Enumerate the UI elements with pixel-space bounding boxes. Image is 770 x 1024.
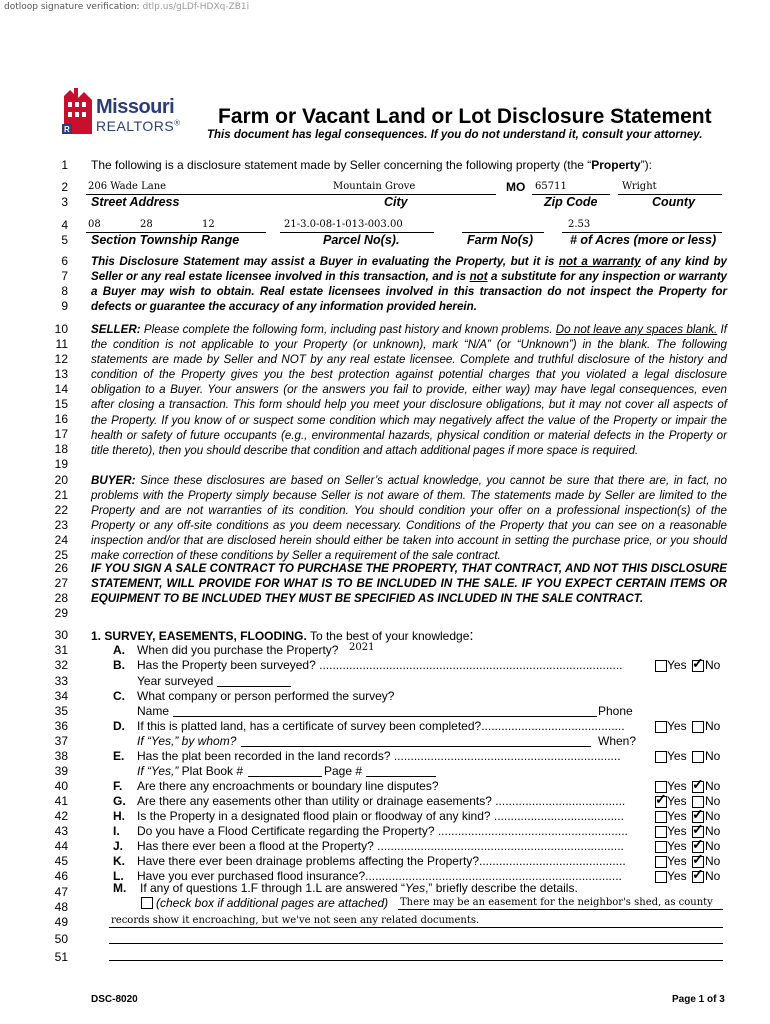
line-number: 4 [61,218,68,232]
explanation-line2[interactable]: records show it encroaching, but we've not seen any related documents. [111,915,480,926]
line-number: 15 [54,397,68,411]
line-number: 29 [54,606,68,620]
line-number: 8 [61,284,68,298]
question-f-yes-label: Yes [667,779,687,793]
line-number: 9 [61,299,68,313]
line-number: 45 [54,854,68,868]
zip-label: Zip Code [544,195,598,209]
line-number: 36 [54,719,68,733]
check-icon: ✓ [655,791,667,807]
question-j-letter: J. [113,839,124,853]
question-b-no-checkbox[interactable] [692,655,704,672]
line-number: 13 [54,367,68,381]
question-e-text: Has the plat been recorded in the land records? .................................................................... [137,749,621,763]
question-j-yes-label: Yes [667,839,687,853]
question-d-no-label: No [705,719,721,733]
line-number: 41 [54,794,68,808]
line-number: 43 [54,824,68,838]
explanation-line1[interactable]: There may be an easement for the neighbor's shed, as county [400,897,713,908]
line-number: 39 [54,764,68,778]
line-number: 51 [54,950,68,964]
question-k-letter: K. [113,854,125,868]
attach-pages-label: (check box if additional pages are attached) [156,896,389,910]
line-number: 47 [54,885,68,899]
line-number: 42 [54,809,68,823]
plat-book-label: If “Yes,” Plat Book # [137,764,244,778]
str-label: Section Township Range [91,233,240,247]
section-value[interactable]: 08 [88,219,101,230]
line-number: 5 [61,233,68,247]
question-b-letter: B. [113,658,125,672]
line-number: 28 [54,591,68,605]
line-number: 46 [54,869,68,883]
notice-paragraph: This Disclosure Statement may assist a Buyer in evaluating the Property, but it is not a warranty of any kind by Seller or any real estate licensee involved in this transaction, and is not a substitute for any inspection or warranty a Buyer may wish to obtain. Real estate licensees involved in this transaction do not inspect the Property for defects or guarantee the accuracy of any information provided herein. [91,255,728,314]
question-g-letter: G. [113,794,126,808]
question-k-text: Have there ever been drainage problems affecting the Property?............................................ [137,854,626,868]
line-number: 17 [54,427,68,441]
question-l-yes-checkbox[interactable] [655,871,667,883]
question-e-yes-checkbox[interactable] [655,751,667,763]
certificate-when-label: When? [598,734,637,748]
city-label: City [384,195,408,209]
township-value[interactable]: 28 [140,219,153,230]
line-number: 10 [54,322,68,336]
question-g-no-label: No [705,794,721,808]
question-k-yes-checkbox[interactable] [655,856,667,868]
street-label: Street Address [91,195,180,209]
question-k-yes-label: Yes [667,854,687,868]
buyer-paragraph: BUYER: Since these disclosures are based on Seller’s actual knowledge, you cannot be sure that there are, in fact, no problems with the Property simply because Seller is not aware of them. The statements made by Seller are limited to the Property and are not warranties of its condition. You should condition your offer on a professional inspection(s) of the Property or any off-site conditions as you deem necessary. Conditions of the Property that you can see on a reasonable inspection and/or that are disclosed herein should either be taken into account in setting the purchase price, or you should make correction of these conditions by Seller a requirement of the sale contract. [91,474,727,563]
line-number: 30 [54,628,68,642]
question-d-text: If this is platted land, has a certificate of survey been completed?........................................... [137,719,625,733]
question-l-yes-label: Yes [667,869,687,883]
question-i-yes-checkbox[interactable] [655,826,667,838]
check-icon: ✓ [692,866,704,882]
acres-label: # of Acres (more or less) [570,233,717,247]
question-e-no-label: No [705,749,721,763]
plat-book-line [248,776,322,777]
check-icon: ✓ [692,836,704,852]
city-value[interactable]: Mountain Grove [333,181,416,192]
purchase-year-value[interactable]: 2021 [349,642,375,653]
certificate-by-whom-label: If “Yes,” by whom? [137,734,237,748]
question-j-text: Has there ever been a flood at the Property? .......................................................................... [137,839,624,853]
year-surveyed-label: Year surveyed [137,674,214,688]
line-number: 40 [54,779,68,793]
line-number: 34 [54,689,68,703]
line-number: 22 [54,503,68,517]
question-l-letter: L. [113,869,124,883]
question-l-text: Have you ever purchased flood insurance?............................................................................. [137,869,622,883]
page-title: Farm or Vacant Land or Lot Disclosure Statement [218,105,712,128]
line-number: 24 [54,533,68,547]
farm-label: Farm No(s) [467,233,533,247]
verification-label: dotloop signature verification: [4,2,140,12]
question-i-text: Do you have a Flood Certificate regarding the Property? ......................................................... [137,824,628,838]
question-l-no-checkbox[interactable] [692,866,704,883]
question-i-yes-label: Yes [667,824,687,838]
intro-statement: The following is a disclosure statement made by Seller concerning the following property (the “Property”): [91,158,652,172]
survey-name-line [173,716,597,717]
line-number: 27 [54,576,68,590]
plat-page-label: Page # [324,764,363,778]
form-id: DSC-8020 [91,994,138,1005]
question-c-text: What company or person performed the survey? [137,689,395,703]
question-e-yes-label: Yes [667,749,687,763]
check-icon: ✓ [692,806,704,822]
explanation-underline2 [109,927,723,928]
attach-pages-checkbox[interactable] [141,897,153,909]
question-k-no-label: No [705,854,721,868]
svg-text:R: R [64,125,70,134]
question-l-no-label: No [705,869,721,883]
page-subtitle: This document has legal consequences. If you do not understand it, consult your attorney. [207,129,703,141]
line-number: 26 [54,561,68,575]
seller-paragraph: SELLER: Please complete the following form, including past history and known problems. Do not leave any spaces blank. If the condition is not applicable to your Property (or unknown), mark “N/A” (or “Unknown”) in the blank. The following statements are made by Seller and NOT by any real estate licensee. Complete and truthful disclosure of the history and condition of the Property gives you the best protection against potential charges that you violated a legal disclosure obligation to a Buyer. Your answers (or the answers you fail to provide, either way) may have legal consequences, even after closing a transaction. This form should help you meet your disclosure obligations, but it may not cover all aspects of the Property. If you know of or suspect some condition which may negatively affect the value of the Property or impair the health or safety of future occupants (e.g., environmental hazards, physical condition or material defects in the Property or title thereto), then you should describe that condition and attach additional pages if more space is required. [91,323,727,457]
question-g-yes-label: Yes [667,794,687,808]
question-b-text: Has the Property been surveyed? ........................................................................................... [137,658,623,672]
question-b-yes-checkbox[interactable] [655,660,667,672]
verification-header [4,2,249,12]
question-h-yes-label: Yes [667,809,687,823]
line-number: 20 [54,473,68,487]
contract-warning: IF YOU SIGN A SALE CONTRACT TO PURCHASE THE PROPERTY, THAT CONTRACT, AND NOT THIS DISCLOSURE STATEMENT, WILL PROVIDE FOR WHAT IS TO BE INCLUDED IN THE SALE. IF YOU EXPECT CERTAIN ITEMS OR EQUIPMENT TO BE INCLUDED THEY MUST BE SPECIFIED AS INCLUDED IN THE SALE CONTRACT. [91,562,727,606]
parcel-label: Parcel No(s). [323,233,400,247]
year-surveyed-line [217,686,291,687]
question-j-yes-checkbox[interactable] [655,841,667,853]
line-number: 19 [54,457,68,471]
question-f-letter: F. [113,779,123,793]
line-number: 7 [61,269,68,283]
line-number: 11 [55,337,68,351]
question-a-text: When did you purchase the Property? [137,643,339,657]
question-m-letter: M. [113,881,127,895]
question-g-yes-checkbox[interactable] [655,791,667,808]
page-number: Page 1 of 3 [672,994,725,1005]
question-c-letter: C. [113,689,125,703]
question-d-yes-checkbox[interactable] [655,721,667,733]
street-value[interactable]: 206 Wade Lane [88,181,167,192]
check-icon: ✓ [692,851,704,867]
section1-heading: 1. SURVEY, EASEMENTS, FLOODING. To the best of your knowledge: [91,627,474,644]
question-g-text: Are there any easements other than utility or drainage easements? ....................................... [137,794,626,808]
question-f-no-checkbox[interactable] [692,776,704,793]
line-number: 35 [54,704,68,718]
question-d-letter: D. [113,719,125,733]
plat-page-line [366,776,436,777]
line-number: 32 [54,658,68,672]
line-number: 44 [54,839,68,853]
state-value: MO [506,180,526,194]
survey-phone-label: Phone [598,704,633,718]
explanation-underline3 [109,943,723,944]
line-number: 33 [54,674,68,688]
logo-line1: Missouri [96,96,175,118]
line-number: 50 [54,932,68,946]
county-value[interactable]: Wright [622,181,657,192]
county-label: County [652,195,696,209]
line-number: 49 [54,915,68,929]
line-number: 1 [61,158,68,172]
line-number: 31 [54,643,68,657]
question-e-letter: E. [113,749,125,763]
question-d-yes-label: Yes [667,719,687,733]
explanation-underline4 [109,960,723,961]
explanation-underline1 [398,909,723,910]
line-number: 23 [54,518,68,532]
line-number: 38 [54,749,68,763]
question-b-no-label: No [705,658,721,672]
logo-line2: REALTORS® [96,118,181,134]
check-icon: ✓ [692,655,704,671]
question-i-no-label: No [705,824,721,838]
question-j-no-label: No [705,839,721,853]
question-e-no-checkbox[interactable] [692,751,704,763]
question-m-text: If any of questions 1.F through 1.L are answered “Yes,” briefly describe the details. [140,881,578,895]
line-number: 12 [54,352,68,366]
verification-url[interactable]: dtlp.us/gLDf-HDXq-ZB1i [142,2,250,12]
line-number: 48 [54,900,68,914]
check-icon: ✓ [692,776,704,792]
parcel-value[interactable]: 21-3.0-08-1-013-003.00 [284,219,403,230]
question-h-yes-checkbox[interactable] [655,811,667,823]
zip-value[interactable]: 65711 [535,181,567,192]
question-a-letter: A. [113,643,125,657]
line-number: 21 [54,488,68,502]
question-f-text: Are there any encroachments or boundary line disputes? [137,779,439,793]
question-i-letter: I. [113,824,120,838]
question-h-letter: H. [113,809,125,823]
range-value[interactable]: 12 [202,219,215,230]
line-number: 25 [54,548,68,562]
line-number: 16 [54,412,68,426]
survey-name-label: Name [137,704,170,718]
question-d-no-checkbox[interactable] [692,721,704,733]
acres-value[interactable]: 2.53 [568,219,591,230]
question-h-no-label: No [705,809,721,823]
line-number: 2 [61,180,68,194]
check-icon: ✓ [692,821,704,837]
question-b-yes-label: Yes [667,658,687,672]
certificate-by-whom-line [241,746,591,747]
line-number: 18 [54,442,68,456]
line-number: 3 [61,195,68,209]
question-f-no-label: No [705,779,721,793]
line-number: 6 [61,254,68,268]
line-number: 37 [54,734,68,748]
question-h-text: Is the Property in a designated flood plain or floodway of any kind? ....................................... [137,809,624,823]
line-number: 14 [54,382,68,396]
